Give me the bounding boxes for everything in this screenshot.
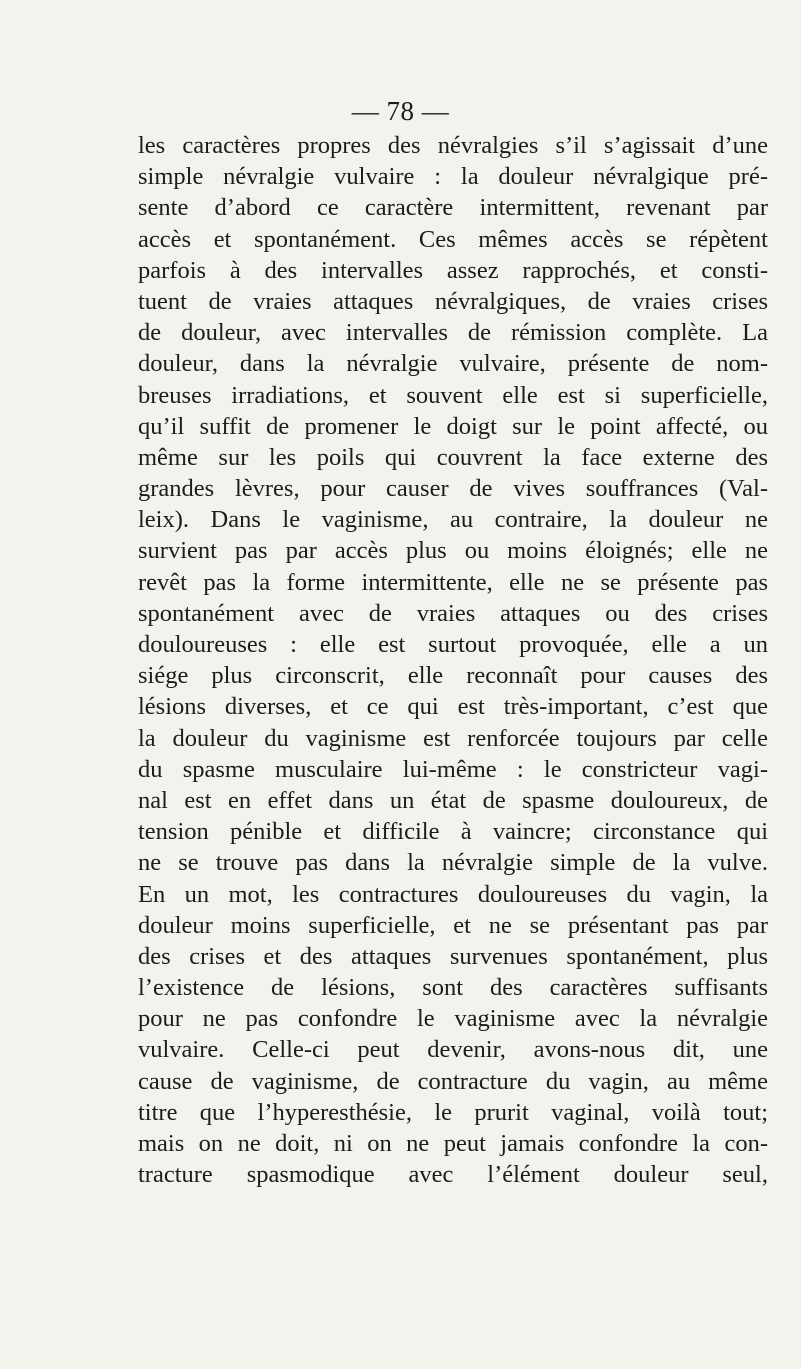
text-line: revêt pas la forme intermittente, elle ne se présente pas xyxy=(138,568,768,596)
text-line: pour ne pas confondre le vaginisme avec la névralgie xyxy=(138,1005,768,1033)
text-line: qu’il suffit de promener le doigt sur le point affecté, ou xyxy=(138,412,768,440)
text-line: titre que l’hyperesthésie, le prurit vaginal, voilà tout; xyxy=(138,1098,768,1126)
text-line: parfois à des intervalles assez rapprochés, et consti- xyxy=(138,256,768,284)
text-line: ne se trouve pas dans la névralgie simple de la vulve. xyxy=(138,849,768,877)
text-line: spontanément avec de vraies attaques ou des crises xyxy=(138,599,768,627)
text-line: lésions diverses, et ce qui est très-important, c’est que xyxy=(138,693,768,721)
text-line: douleur moins superficielle, et ne se présentant pas par xyxy=(138,911,768,939)
text-line: tracture spasmodique avec l’élément douleur seul, xyxy=(138,1161,768,1189)
text-line: En un mot, les contractures douloureuses du vagin, la xyxy=(138,880,768,908)
text-line: accès et spontanément. Ces mêmes accès se répètent xyxy=(138,225,768,253)
text-line: breuses irradiations, et souvent elle est si superficielle, xyxy=(138,381,768,409)
text-line: siége plus circonscrit, elle reconnaît pour causes des xyxy=(138,662,768,690)
text-line: du spasme musculaire lui-même : le constricteur vagi- xyxy=(138,755,768,783)
text-line: survient pas par accès plus ou moins éloignés; elle ne xyxy=(138,537,768,565)
body-text xyxy=(138,130,768,1190)
text-line: douloureuses : elle est surtout provoquée, elle a un xyxy=(138,631,768,658)
text-line: vulvaire. Celle-ci peut devenir, avons-nous dit, une xyxy=(138,1036,768,1064)
page-number: — 78 — xyxy=(351,96,450,126)
text-line: tension pénible et difficile à vaincre; circonstance qui xyxy=(138,818,768,846)
text-line: de douleur, avec intervalles de rémission complète. La xyxy=(138,319,768,347)
text-line: la douleur du vaginisme est renforcée toujours par celle xyxy=(138,724,768,752)
text-line: simple névralgie vulvaire : la douleur névralgique pré- xyxy=(138,163,768,191)
text-line: les caractères propres des névralgies s’il s’agissait d’une xyxy=(138,132,768,159)
text-line: même sur les poils qui couvrent la face externe des xyxy=(138,443,768,471)
text-line: des crises et des attaques survenues spontanément, plus xyxy=(138,942,768,970)
text-line: mais on ne doit, ni on ne peut jamais confondre la con- xyxy=(138,1130,768,1157)
text-line: leix). Dans le vaginisme, au contraire, la douleur ne xyxy=(138,506,768,534)
text-line: nal est en effet dans un état de spasme douloureux, de xyxy=(138,786,768,814)
text-line: l’existence de lésions, sont des caractères suffisants xyxy=(138,974,768,1002)
text-line: grandes lèvres, pour causer de vives souffrances (Val- xyxy=(138,475,768,503)
text-line: tuent de vraies attaques névralgiques, de vraies crises xyxy=(138,287,768,315)
text-line: cause de vaginisme, de contracture du vagin, au même xyxy=(138,1067,768,1095)
text-line: douleur, dans la névralgie vulvaire, présente de nom- xyxy=(138,350,768,378)
text-line: sente d’abord ce caractère intermittent, revenant par xyxy=(138,194,768,222)
